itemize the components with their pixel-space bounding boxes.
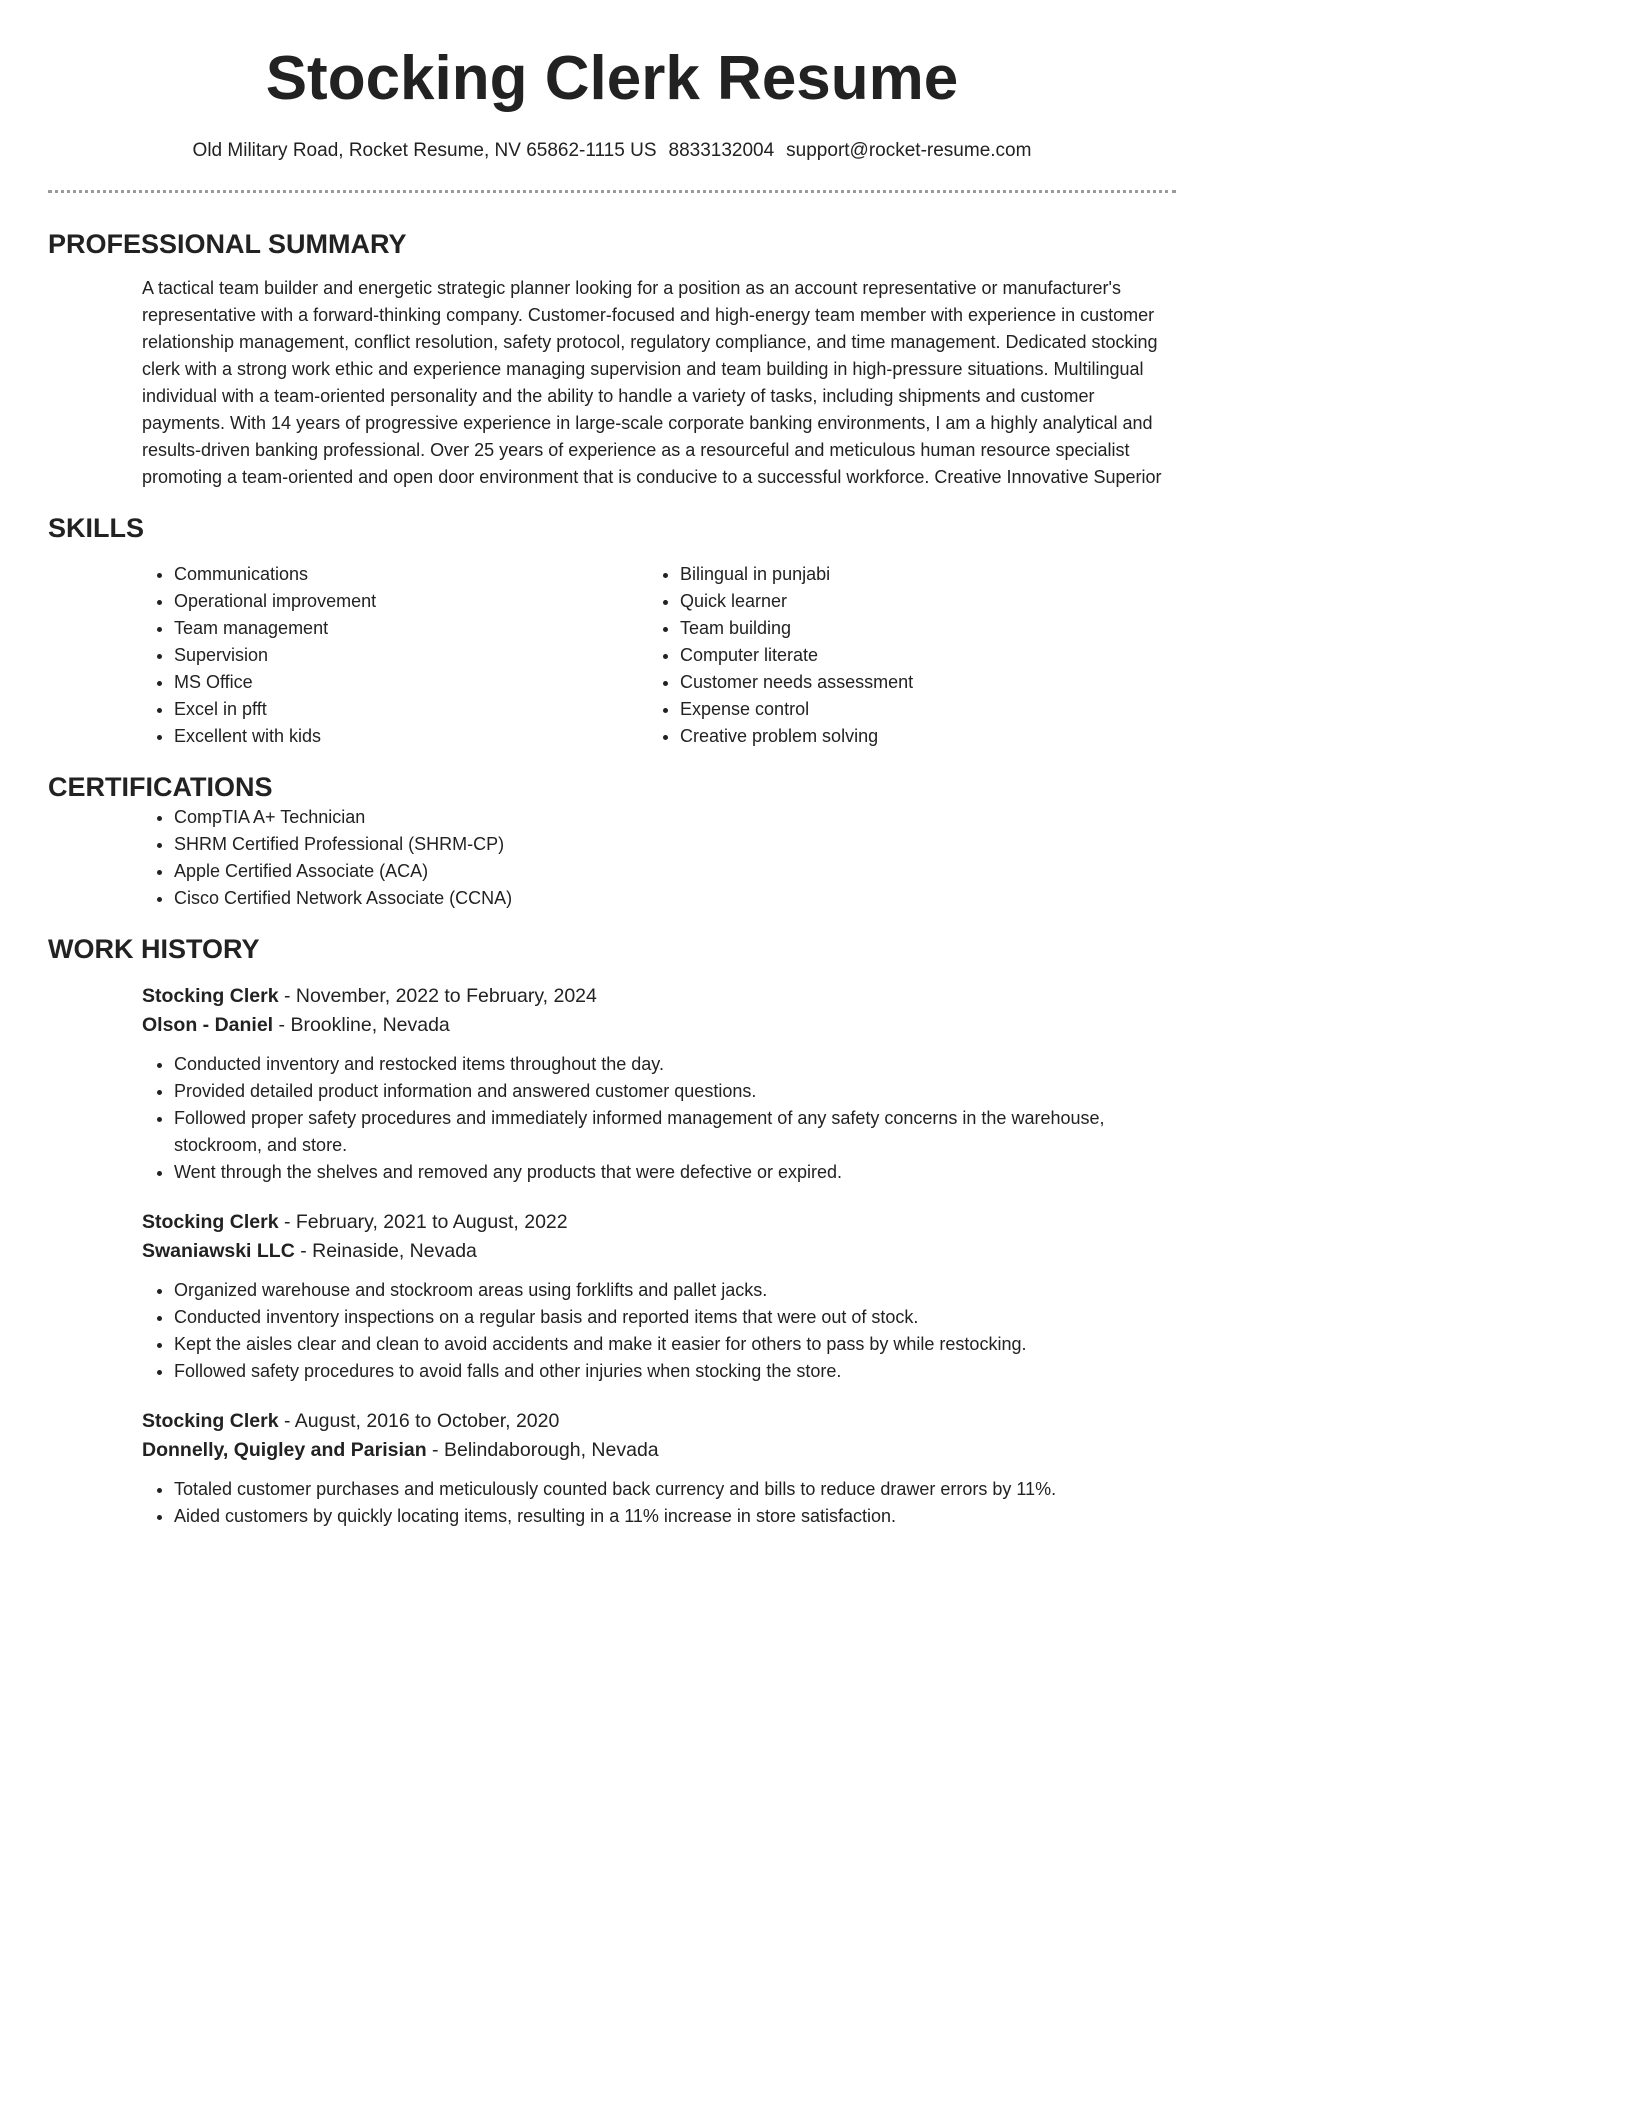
job-role-line — [142, 1208, 1176, 1237]
certifications-list — [48, 804, 1176, 912]
work-history-heading: WORK HISTORY — [48, 934, 260, 964]
job-duty: • Provided detailed product information and answered customer questions. — [174, 1078, 1176, 1105]
job-duty: • Organized warehouse and stockroom areas using forklifts and pallet jacks. — [174, 1277, 1176, 1304]
skill-item: • Excel in pfft — [174, 696, 558, 723]
certification-item: • CompTIA A+ Technician — [174, 804, 1176, 831]
skill-item: • Operational improvement — [174, 588, 558, 615]
certification-item: • Cisco Certified Network Associate (CCNA) — [174, 885, 1176, 912]
contact-address: Old Military Road, Rocket Resume, NV 65862-1115 US — [192, 140, 657, 161]
skills-column-left — [48, 561, 558, 750]
skill-item: • Excellent with kids — [174, 723, 558, 750]
skill-item: • Computer literate — [680, 642, 1068, 669]
job-role: Stocking Clerk — [142, 1410, 279, 1432]
skills-list-right — [558, 561, 1068, 750]
certifications-heading: CERTIFICATIONS — [48, 772, 273, 802]
skill-item: • MS Office — [174, 669, 558, 696]
job-company-line — [142, 1237, 1176, 1266]
certification-item: • Apple Certified Associate (ACA) — [174, 858, 1176, 885]
summary-heading: PROFESSIONAL SUMMARY — [48, 229, 407, 259]
job-dates: - August, 2016 to October, 2020 — [278, 1410, 560, 1432]
job-role-line — [142, 982, 1176, 1011]
job-duty: • Went through the shelves and removed any products that were defective or expired. — [174, 1159, 1176, 1186]
skills-grid — [48, 561, 1176, 750]
skills-column-right — [558, 561, 1068, 750]
job-duty: • Conducted inventory inspections on a regular basis and reported items that were out of stock. — [174, 1304, 1176, 1331]
job-company: Olson - Daniel — [142, 1014, 274, 1036]
job-role-line — [142, 1407, 1176, 1436]
contact-email: support@rocket-resume.com — [786, 140, 1032, 161]
skill-item: • Creative problem solving — [680, 723, 1068, 750]
header-divider — [48, 190, 1176, 193]
skill-item: • Customer needs assessment — [680, 669, 1068, 696]
skill-item: • Supervision — [174, 642, 558, 669]
summary-text: A tactical team builder and energetic strategic planner looking for a position as an account representative or manufacturer's representative with a forward-thinking company. Customer-focused and high-energy team member with experience in customer relationship management, conflict resolution, safety protocol, regulatory compliance, and time management. Dedicated stocking clerk with a strong work ethic and experience managing supervision and team building in high-pressure situations. Multilingual individual with a team-oriented personality and the ability to handle a variety of tasks, including shipments and customer payments. With 14 years of progressive experience in large-scale corporate banking environments, I am a highly analytical and results-driven banking professional. Over 25 years of experience as a resourceful and meticulous human resource specialist promoting a team-oriented and open door environment that is conducive to a successful workforce. Creative Innovative Superior — [142, 278, 1162, 487]
job-dates: - February, 2021 to August, 2022 — [278, 1211, 568, 1233]
resume-title: Stocking Clerk Resume — [265, 44, 959, 113]
skills-heading: SKILLS — [48, 513, 145, 543]
skill-item: • Expense control — [680, 696, 1068, 723]
contact-line — [48, 138, 1176, 164]
job-company: Donnelly, Quigley and Parisian — [142, 1439, 427, 1461]
skill-item: • Team building — [680, 615, 1068, 642]
job-duty: • Followed proper safety procedures and immediately informed management of any safety concerns in the warehouse, stockroom, and store. — [174, 1105, 1176, 1159]
certification-item: • SHRM Certified Professional (SHRM-CP) — [174, 831, 1176, 858]
job-duty: • Kept the aisles clear and clean to avoid accidents and make it easier for others to pass by while restocking. — [174, 1331, 1176, 1358]
job-location: - Brookline, Nevada — [273, 1014, 450, 1036]
job-location: - Reinaside, Nevada — [294, 1240, 477, 1262]
job-duty: • Aided customers by quickly locating items, resulting in a 11% increase in store satisfaction. — [174, 1503, 1176, 1530]
job-company: Swaniawski LLC — [142, 1240, 295, 1262]
job-company-line — [142, 1011, 1176, 1040]
job-location: - Belindaborough, Nevada — [426, 1439, 659, 1461]
job-role: Stocking Clerk — [142, 1211, 279, 1233]
job-duties-list — [142, 1277, 1176, 1385]
job-duty: • Followed safety procedures to avoid falls and other injuries when stocking the store. — [174, 1358, 1176, 1385]
skill-item: • Communications — [174, 561, 558, 588]
job-entry — [142, 1208, 1176, 1385]
skill-item: • Quick learner — [680, 588, 1068, 615]
skill-item: • Team management — [174, 615, 558, 642]
job-company-line — [142, 1436, 1176, 1465]
job-entry — [142, 982, 1176, 1186]
contact-phone: 8833132004 — [668, 140, 775, 161]
job-duties-list — [142, 1051, 1176, 1186]
job-dates: - November, 2022 to February, 2024 — [278, 985, 597, 1007]
job-duties-list — [142, 1476, 1176, 1530]
job-duty: • Conducted inventory and restocked items throughout the day. — [174, 1051, 1176, 1078]
job-duty: • Totaled customer purchases and meticulously counted back currency and bills to reduce drawer errors by 11%. — [174, 1476, 1176, 1503]
skills-list-left — [48, 561, 558, 750]
job-entry — [142, 1407, 1176, 1530]
skill-item: • Bilingual in punjabi — [680, 561, 1068, 588]
job-role: Stocking Clerk — [142, 985, 279, 1007]
